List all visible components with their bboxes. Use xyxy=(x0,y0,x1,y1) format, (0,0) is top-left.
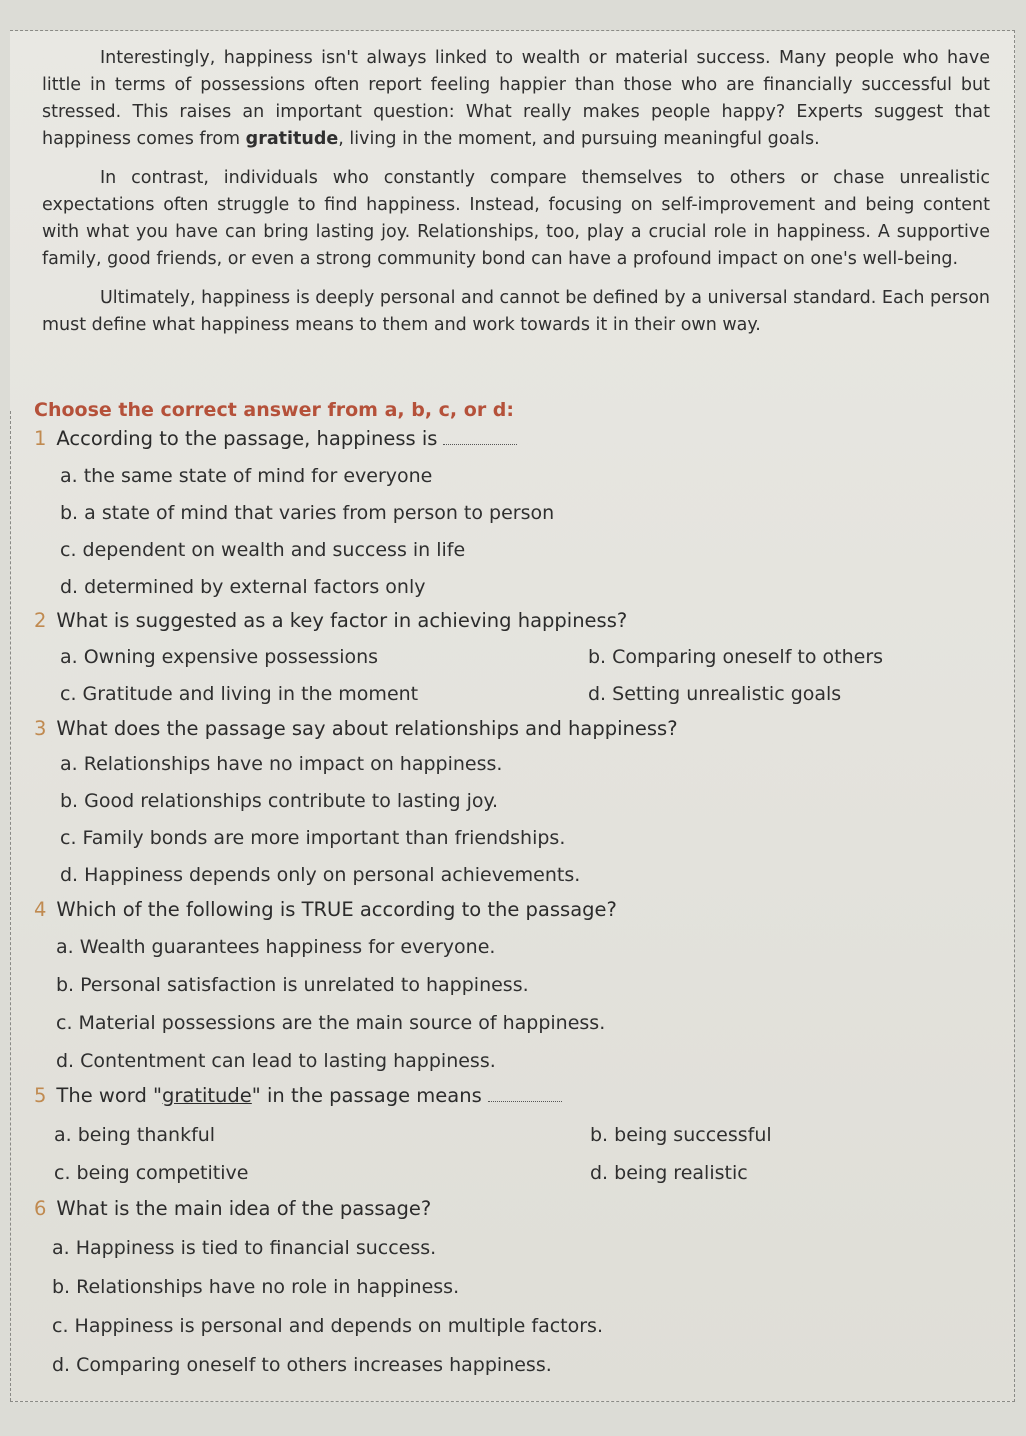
answer-blank xyxy=(488,1101,562,1102)
passage-paragraph-2: In contrast, individuals who constantly compare themselves to others or chase unrealistic expectations often struggle to find happiness. Instead, focusing on self-improvement and being content with what you have can bring lasting joy. Relationships, too, play a crucial role in happiness. A supportive family, good friends, or even a strong community bond can have a profound impact on one's well-being. xyxy=(42,168,990,269)
option-4d[interactable]: d. Contentment can lead to lasting happiness. xyxy=(56,1050,496,1072)
dashed-border xyxy=(10,411,11,1401)
question-text: What is suggested as a key factor in achieving happiness? xyxy=(56,609,628,632)
option-2b[interactable]: b. Comparing oneself to others xyxy=(588,646,884,668)
option-5a[interactable]: a. being thankful xyxy=(54,1124,216,1146)
option-6b[interactable]: b. Relationships have no role in happiness. xyxy=(52,1276,460,1298)
question-2 xyxy=(34,609,627,632)
option-6d[interactable]: d. Comparing oneself to others increases happiness. xyxy=(52,1354,552,1376)
option-2a[interactable]: a. Owning expensive possessions xyxy=(60,646,379,668)
question-text-a: The word " xyxy=(56,1084,162,1107)
answer-blank xyxy=(443,444,517,445)
option-4a[interactable]: a. Wealth guarantees happiness for everyone. xyxy=(56,936,496,958)
option-5b[interactable]: b. being successful xyxy=(590,1124,772,1146)
option-5d[interactable]: d. being realistic xyxy=(590,1162,748,1184)
option-5c[interactable]: c. being competitive xyxy=(54,1162,249,1184)
question-4 xyxy=(34,898,617,921)
question-text-b: " in the passage means xyxy=(251,1084,482,1107)
option-1d[interactable]: d. determined by external factors only xyxy=(60,576,426,598)
question-6 xyxy=(34,1197,431,1220)
p1-text-a: Interestingly, happiness isn't always linked to wealth or material success. Many people who have little in terms of possessions often report feeling happier than those who are financially successful but stressed. This raises an important question: What really makes people happy? Experts suggest that happiness comes from xyxy=(42,48,990,149)
passage-paragraph-1 xyxy=(42,45,990,153)
option-4c[interactable]: c. Material possessions are the main source of happiness. xyxy=(56,1012,606,1034)
question-5 xyxy=(34,1084,562,1107)
option-3c[interactable]: c. Family bonds are more important than friendships. xyxy=(60,827,566,849)
option-3a[interactable]: a. Relationships have no impact on happiness. xyxy=(60,753,503,775)
option-3d[interactable]: d. Happiness depends only on personal achievements. xyxy=(60,864,581,886)
passage-paragraph-3: Ultimately, happiness is deeply personal and cannot be defined by a universal standard. Each person must define what happiness means to them and work towards it in their own way. xyxy=(42,288,990,335)
option-2c[interactable]: c. Gratitude and living in the moment xyxy=(60,683,419,705)
option-6c[interactable]: c. Happiness is personal and depends on multiple factors. xyxy=(52,1315,603,1337)
instruction-heading: Choose the correct answer from a, b, c, or d: xyxy=(34,399,515,421)
question-3 xyxy=(34,717,678,740)
question-text: What is the main idea of the passage? xyxy=(56,1197,432,1220)
question-1 xyxy=(34,427,517,450)
option-1b[interactable]: b. a state of mind that varies from person to person xyxy=(60,502,555,524)
question-number: 1 xyxy=(34,427,47,450)
question-number: 3 xyxy=(34,717,47,740)
question-underlined-word: gratitude xyxy=(162,1084,252,1107)
option-2d[interactable]: d. Setting unrealistic goals xyxy=(588,683,842,705)
option-1a[interactable]: a. the same state of mind for everyone xyxy=(60,465,433,487)
question-text: Which of the following is TRUE according to the passage? xyxy=(56,898,617,921)
p1-bold-word: gratitude xyxy=(245,129,339,149)
option-6a[interactable]: a. Happiness is tied to financial success. xyxy=(52,1237,437,1259)
option-1c[interactable]: c. dependent on wealth and success in life xyxy=(60,539,466,561)
question-number: 5 xyxy=(34,1084,47,1107)
reading-passage xyxy=(42,45,990,351)
p1-text-b: , living in the moment, and pursuing meaningful goals. xyxy=(338,129,820,149)
option-4b[interactable]: b. Personal satisfaction is unrelated to happiness. xyxy=(56,974,529,996)
option-3b[interactable]: b. Good relationships contribute to lasting joy. xyxy=(60,790,499,812)
question-text: According to the passage, happiness is xyxy=(56,427,438,450)
question-number: 2 xyxy=(34,609,47,632)
question-text: What does the passage say about relationships and happiness? xyxy=(56,717,678,740)
question-number: 4 xyxy=(34,898,47,921)
question-number: 6 xyxy=(34,1197,47,1220)
worksheet-page xyxy=(10,30,1015,1402)
